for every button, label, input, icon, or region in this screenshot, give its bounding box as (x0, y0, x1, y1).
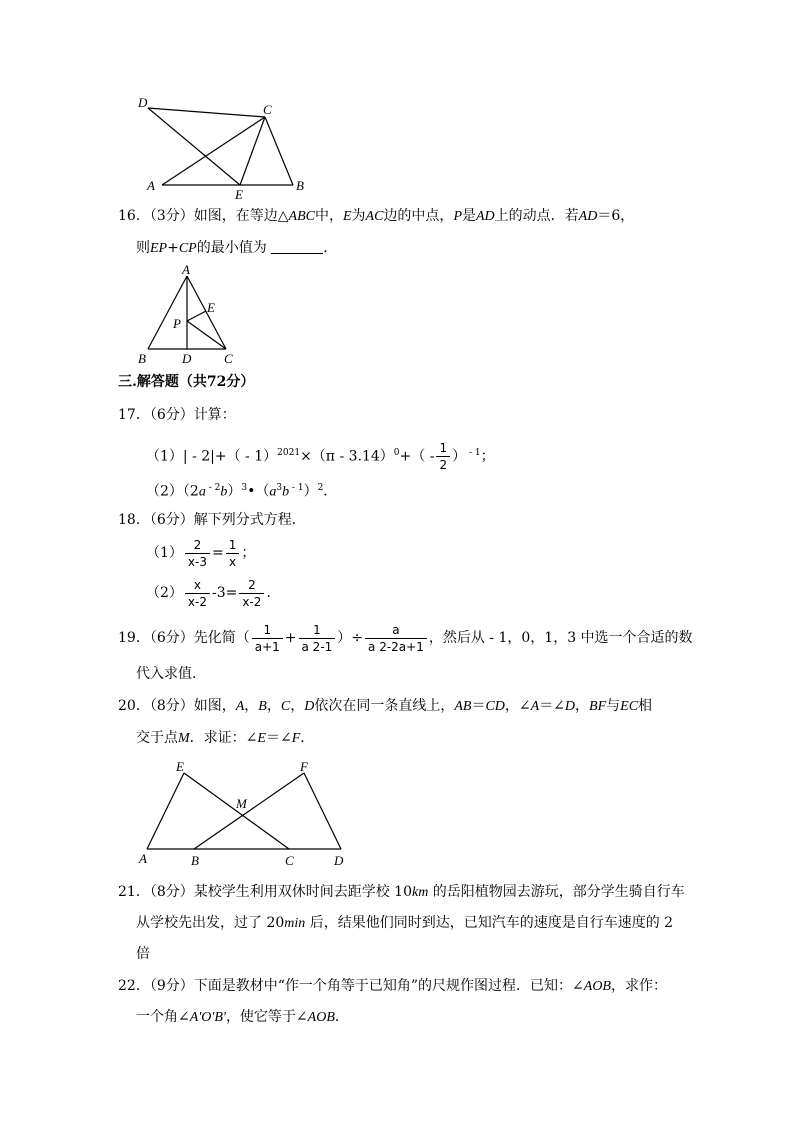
q16-text: ． (323, 240, 338, 256)
q20-text: 与 (606, 698, 621, 714)
label-a: A (139, 851, 147, 866)
q20-line1 (118, 696, 652, 717)
q20-text: ， (290, 698, 305, 714)
q19-text: 19．（6分）先化简（ (118, 630, 250, 646)
frac-den: x-2 (187, 594, 207, 609)
figure-q20 (134, 756, 354, 870)
q16-line2 (136, 238, 337, 259)
frac-den: x-3 (187, 554, 207, 569)
label-f: F (300, 759, 308, 774)
q20-line2 (136, 728, 314, 749)
q20-var: EC (620, 699, 639, 714)
q16-number: 16． (118, 208, 150, 224)
q17-exp: 3 (241, 483, 248, 493)
q20-text: 依次在同一条直线上， (314, 698, 455, 714)
fraction (185, 577, 210, 610)
seg-pc (187, 321, 226, 349)
q17-exp: 0 (393, 448, 400, 458)
q22-text: 一个角∠ (136, 1009, 190, 1025)
q18-head: 18．（6分）解下列分式方程． (118, 512, 306, 528)
q16-text: 则 (136, 240, 150, 256)
var-b: b (282, 484, 290, 500)
q16-text: 为 (351, 208, 366, 224)
fraction (252, 622, 283, 655)
answer-blank[interactable] (271, 239, 323, 254)
q20-text: 交于点 (136, 730, 178, 746)
label-d: D (334, 853, 344, 868)
label-c: C (285, 853, 294, 868)
label-e: E (235, 187, 243, 200)
q22-var: AOB (583, 979, 611, 994)
frac-num: 1 (299, 622, 336, 639)
frac-num: a (365, 622, 427, 639)
q17-text: （1）| - 2|+（ - 1） (146, 448, 278, 465)
q20-var: D (304, 699, 315, 714)
q18-text: （2） (146, 585, 183, 601)
label-b: B (191, 853, 199, 868)
q18-text: -3= (212, 585, 238, 601)
seg-fd (304, 773, 341, 849)
label-c: C (224, 351, 233, 366)
q16-ac: AC (365, 209, 384, 224)
q20-text: ＝∠ (265, 730, 292, 746)
label-d: D (182, 351, 192, 366)
label-m: M (236, 796, 247, 811)
q16-e: E (342, 209, 352, 224)
q16-score: （3分） (149, 208, 194, 224)
q17-exp: - 2 (205, 483, 221, 493)
q17-exp: - 1 (466, 448, 481, 458)
frac-den: a 2-2a+1 (368, 639, 424, 654)
q20-var: BF (589, 699, 607, 714)
q21-text: 后，结果他们同时到达，已知汽车的速度是自行车速度的 2 (305, 915, 674, 931)
q16-cp: CP (178, 241, 197, 256)
q17-exp: 3 (276, 483, 283, 493)
q20-text: 20．（8分）如图， (118, 698, 236, 714)
fraction (365, 622, 427, 655)
q21-line3: 倍 (136, 946, 150, 962)
frac-den: 2 (439, 458, 448, 473)
q16-text: ＝6， (597, 208, 635, 224)
q19-line2: 代入求值． (136, 666, 206, 682)
q19-text: + (284, 630, 297, 646)
q21-unit: km (412, 885, 429, 900)
q17-text: ． (323, 483, 338, 500)
q20-text: ．求证：∠ (189, 730, 258, 746)
seg-ae (147, 773, 184, 849)
q17-text: +（ - (399, 448, 435, 465)
label-p: P (173, 316, 181, 331)
q16-abc: ABC (288, 209, 315, 224)
frac-num: 1 (436, 440, 450, 457)
q17-exp: 2021 (277, 448, 301, 458)
q16-plus: + (167, 240, 179, 256)
fraction-half (436, 440, 450, 473)
q20-text: ， (575, 698, 590, 714)
q17-text: ） (303, 483, 318, 500)
fraction (185, 537, 210, 570)
seg-ca (162, 117, 265, 185)
q18-text: ． (266, 585, 281, 601)
q17-text: ） (227, 483, 242, 500)
q19-text: ，然后从 - 1，0，1，3 中选一个合适的数 (428, 630, 693, 646)
fraction (299, 622, 336, 655)
frac-den: x (229, 554, 237, 569)
q22-line2 (136, 1007, 349, 1028)
q20-var: C (280, 699, 291, 714)
seg-dc (148, 108, 265, 117)
q20-var: AB (454, 699, 472, 714)
q17-text: （2）（2 (146, 483, 199, 500)
seg-pe (187, 311, 206, 321)
q20-var: M (178, 731, 190, 746)
q22-var: AOB (307, 1010, 335, 1025)
var-a: a (198, 484, 206, 500)
q20-text: ＝ (471, 698, 486, 714)
q16-text: 如图，在等边△ (193, 208, 289, 224)
q21-unit: min (284, 916, 306, 931)
figure-q16 (134, 262, 244, 366)
q17-text: ； (480, 448, 495, 465)
q22-text: ，使它等于∠ (225, 1009, 308, 1025)
q21-line1 (118, 882, 685, 903)
q16-text: 中， (314, 208, 343, 224)
label-b: B (138, 351, 146, 366)
q20-var: B (258, 699, 267, 714)
frac-num: 2 (239, 577, 264, 594)
q18-text: = (212, 545, 224, 561)
q19-text: ）÷ (337, 630, 364, 646)
q17-text: ） (452, 448, 467, 465)
q21-text: 21．（8分）某校学生利用双休时间去距学校 10 (118, 884, 412, 900)
section-heading: 三.解答题（共72分） (118, 374, 255, 390)
q20-text: ，∠ (504, 698, 531, 714)
q17-exp: - 1 (289, 483, 304, 493)
q22-text: ，求作： (610, 978, 667, 994)
q20-var: A (235, 699, 245, 714)
q20-text: ． (300, 730, 315, 746)
q18-text: （1） (146, 545, 183, 561)
q21-line2 (136, 913, 673, 934)
label-a: A (147, 178, 155, 193)
q16-text: 边的中点， (383, 208, 454, 224)
q16-line1 (118, 206, 634, 227)
var-a: a (269, 484, 277, 500)
q16-p: P (453, 209, 462, 224)
frac-den: a+1 (254, 639, 280, 654)
q21-text: 从学校先出发，过了 20 (136, 915, 285, 931)
label-e: E (176, 759, 184, 774)
q16-ad: AD (476, 209, 495, 224)
q17-part2 (146, 478, 337, 503)
q17-part1 (146, 436, 495, 473)
q20-text: ＝∠ (539, 698, 565, 714)
seg-ce (240, 117, 265, 185)
q22-text: ． (334, 1009, 349, 1025)
q22-line1 (118, 976, 667, 997)
q21-text: 的岳阳植物园去游玩，部分学生骑自行车 (428, 884, 685, 900)
seg-de (148, 108, 240, 185)
seg-ab (148, 276, 187, 349)
fraction (239, 577, 264, 610)
q17-exp: 2 (317, 483, 324, 493)
frac-num: x (185, 577, 210, 594)
figure-top (130, 92, 320, 200)
frac-den: x-2 (242, 594, 262, 609)
label-b: B (296, 178, 304, 193)
q22-var: A'O'B' (189, 1010, 226, 1025)
q20-var: A (530, 699, 540, 714)
label-d: D (138, 95, 148, 110)
q20-text: 相 (638, 698, 653, 714)
seg-cb (265, 117, 293, 185)
q16-text: 是 (462, 208, 476, 224)
q17-text: •（ (247, 483, 270, 500)
q18-text: ； (241, 545, 256, 561)
label-c: C (263, 102, 272, 117)
label-e: E (207, 300, 215, 315)
q19-line1 (118, 618, 693, 658)
q16-text: 的最小值为 (196, 240, 267, 256)
seg-bf (194, 773, 304, 849)
q16-ep: EP (150, 241, 168, 256)
q20-var: E (257, 731, 266, 746)
q18-part2 (146, 576, 280, 610)
q20-var: F (291, 731, 301, 746)
frac-num: 1 (226, 537, 240, 554)
q16-ad: AD (578, 209, 598, 224)
frac-den: a 2-1 (301, 639, 333, 654)
fraction (226, 537, 240, 570)
q20-var: D (564, 699, 576, 714)
label-a: A (182, 262, 190, 277)
q20-text: ， (266, 698, 281, 714)
q17-text: ×（π - 3.14） (300, 448, 394, 465)
seg-ec (184, 773, 289, 849)
q20-var: CD (485, 699, 505, 714)
q20-text: ， (244, 698, 259, 714)
var-b: b (220, 484, 228, 500)
frac-num: 2 (185, 537, 210, 554)
q16-text: 上的动点．若 (494, 208, 579, 224)
q22-text: 22．（9分）下面是教材中“作一个角等于已知角”的尺规作图过程．已知：∠ (118, 978, 584, 994)
q17-head: 17．（6分）计算： (118, 407, 236, 423)
q18-part1 (146, 536, 255, 570)
frac-num: 1 (252, 622, 283, 639)
